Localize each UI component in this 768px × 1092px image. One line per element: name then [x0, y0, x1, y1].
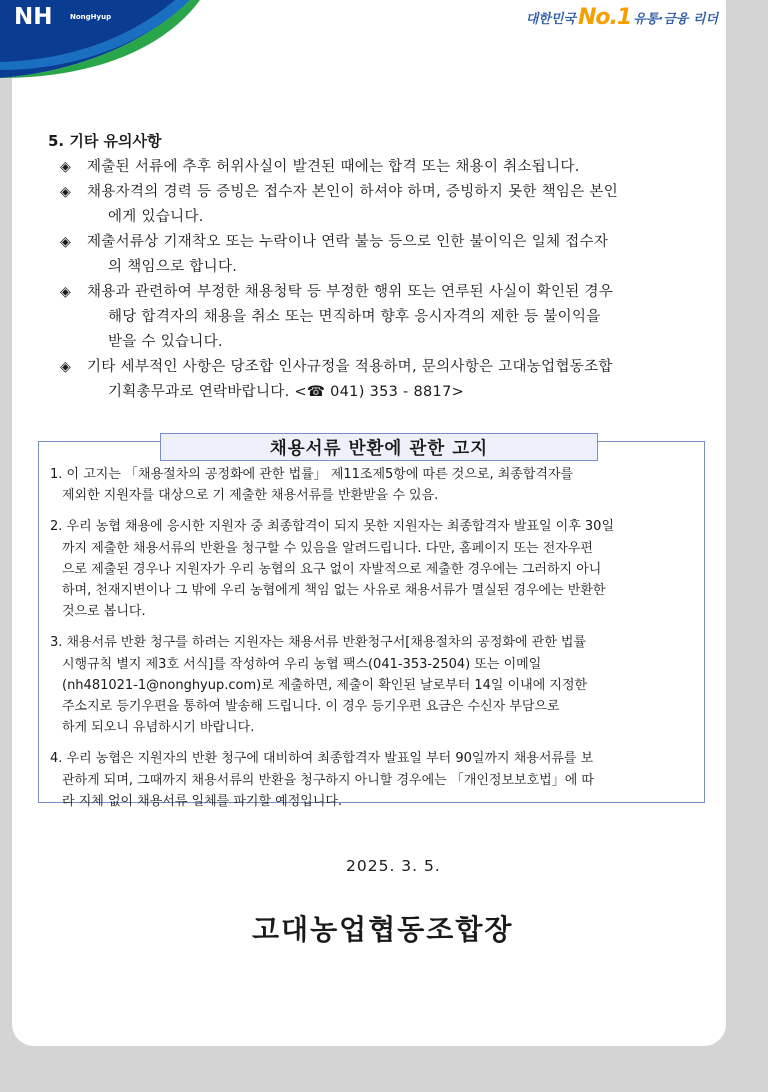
notice-line: 까지 제출한 채용서류의 반환을 청구할 수 있음을 알려드립니다. 다만, 홈페이지 또는 전자우편 — [62, 540, 593, 556]
note-line: 기획총무과로 연락바랍니다. <☎ 041) 353 - 8817> — [108, 384, 465, 400]
notice-line: 것으로 봅니다. — [62, 604, 146, 620]
note-line: 제출서류상 기재착오 또는 누락이나 연락 불능 등으로 인한 불이익은 일체 접수자 — [87, 234, 609, 250]
diamond-bullet-icon: ◈ — [60, 159, 72, 175]
diamond-bullet-icon: ◈ — [60, 234, 72, 250]
slogan — [526, 6, 718, 28]
notice-line: 1. 이 고지는 「채용절차의 공정화에 관한 법률」 제11조제5항에 따른 것으로, 최종합격자를 — [50, 467, 574, 482]
notice-title: 채용서류 반환에 관한 고지 — [160, 433, 598, 461]
note-line: 받을 수 있습니다. — [108, 334, 223, 350]
nh-logo-text: NH — [14, 4, 53, 30]
notice-line: 으로 제출된 경우나 지원자가 우리 농협의 요구 없이 자발적으로 제출한 경우에는 그러하지 아니 — [62, 561, 602, 577]
note-item — [48, 155, 738, 180]
notice-item — [50, 632, 710, 738]
notice-line: (nh481021-1@nonghyup.com)로 제출하면, 제출이 확인된 날로부터 14일 이내에 지정한 — [62, 677, 588, 693]
note-line: 에게 있습니다. — [108, 209, 204, 225]
note-line: 제출된 서류에 추후 허위사실이 발견된 때에는 합격 또는 채용이 취소됩니다. — [87, 159, 580, 175]
note-line: 의 책임으로 합니다. — [108, 259, 238, 275]
notice-line: 라 지체 없이 채용서류 일체를 파기할 예정입니다. — [62, 793, 343, 809]
note-item — [48, 355, 738, 405]
note-item — [48, 230, 738, 280]
notice-line: 2. 우리 농협 채용에 응시한 지원자 중 최종합격이 되지 못한 지원자는 최종합격자 발표일 이후 30일 — [50, 519, 615, 535]
nh-logo-subtext: NongHyup — [70, 13, 112, 21]
slogan-prefix: 대한민국 — [525, 11, 576, 27]
slogan-no1: No.1 — [577, 4, 632, 30]
notice-line: 시행규칙 별지 제3호 서식]를 작성하여 우리 농협 팩스(041-353-2504) 또는 이메일 — [62, 656, 542, 672]
notice-line: 4. 우리 농협은 지원자의 반환 청구에 대비하여 최종합격자 발표일 부터 90일까지 채용서류를 보 — [50, 751, 594, 767]
notice-line: 주소지로 등기우편을 통하여 발송해 드립니다. 이 경우 등기우편 요금은 수신자 부담으로 — [62, 699, 560, 715]
signer-name: 고대농업협동조합장 — [252, 913, 514, 946]
note-item — [48, 180, 738, 230]
notice-item — [50, 464, 710, 506]
document-page — [12, 0, 726, 1046]
diamond-bullet-icon: ◈ — [60, 184, 72, 200]
notice-line: 하게 되오니 유념하시기 바랍니다. — [62, 720, 255, 736]
note-line: 기타 세부적인 사항은 당조합 인사규정을 적용하며, 문의사항은 고대농업협동조합 — [87, 359, 613, 375]
notice-line: 하며, 천재지변이나 그 밖에 우리 농협에게 책임 없는 사유로 채용서류가 멸실된 경우에는 반환한 — [62, 583, 606, 599]
notice-line: 3. 채용서류 반환 청구를 하려는 지원자는 채용서류 반환청구서[채용절차의 공정화에 관한 법률 — [50, 635, 587, 651]
section-title: 5. 기타 유의사항 — [48, 132, 162, 150]
diamond-bullet-icon: ◈ — [60, 359, 72, 375]
notice-item — [50, 516, 710, 622]
notice-line: 제외한 지원자를 대상으로 기 제출한 채용서류를 반환받을 수 있음. — [62, 488, 439, 504]
slogan-suffix: 유통·금융 리더 — [633, 11, 718, 27]
note-line: 해당 합격자의 채용을 취소 또는 면직하며 향후 응시자격의 제한 등 불이익을 — [108, 309, 601, 325]
document-date: 2025. 3. 5. — [346, 857, 441, 875]
note-line: 채용자격의 경력 등 증빙은 접수자 본인이 하셔야 하며, 증빙하지 못한 책임은 본인 — [87, 184, 619, 200]
diamond-bullet-icon: ◈ — [60, 284, 72, 300]
note-item — [48, 280, 738, 355]
note-line: 채용과 관련하여 부정한 채용청탁 등 부정한 행위 또는 연루된 사실이 확인된 경우 — [87, 284, 614, 300]
notice-line: 관하게 되며, 그때까지 채용서류의 반환을 청구하지 아니할 경우에는 「개인정보보호법」에 따 — [62, 772, 594, 788]
notice-items — [50, 464, 710, 822]
notice-item — [50, 748, 710, 812]
notes-list — [48, 155, 738, 405]
